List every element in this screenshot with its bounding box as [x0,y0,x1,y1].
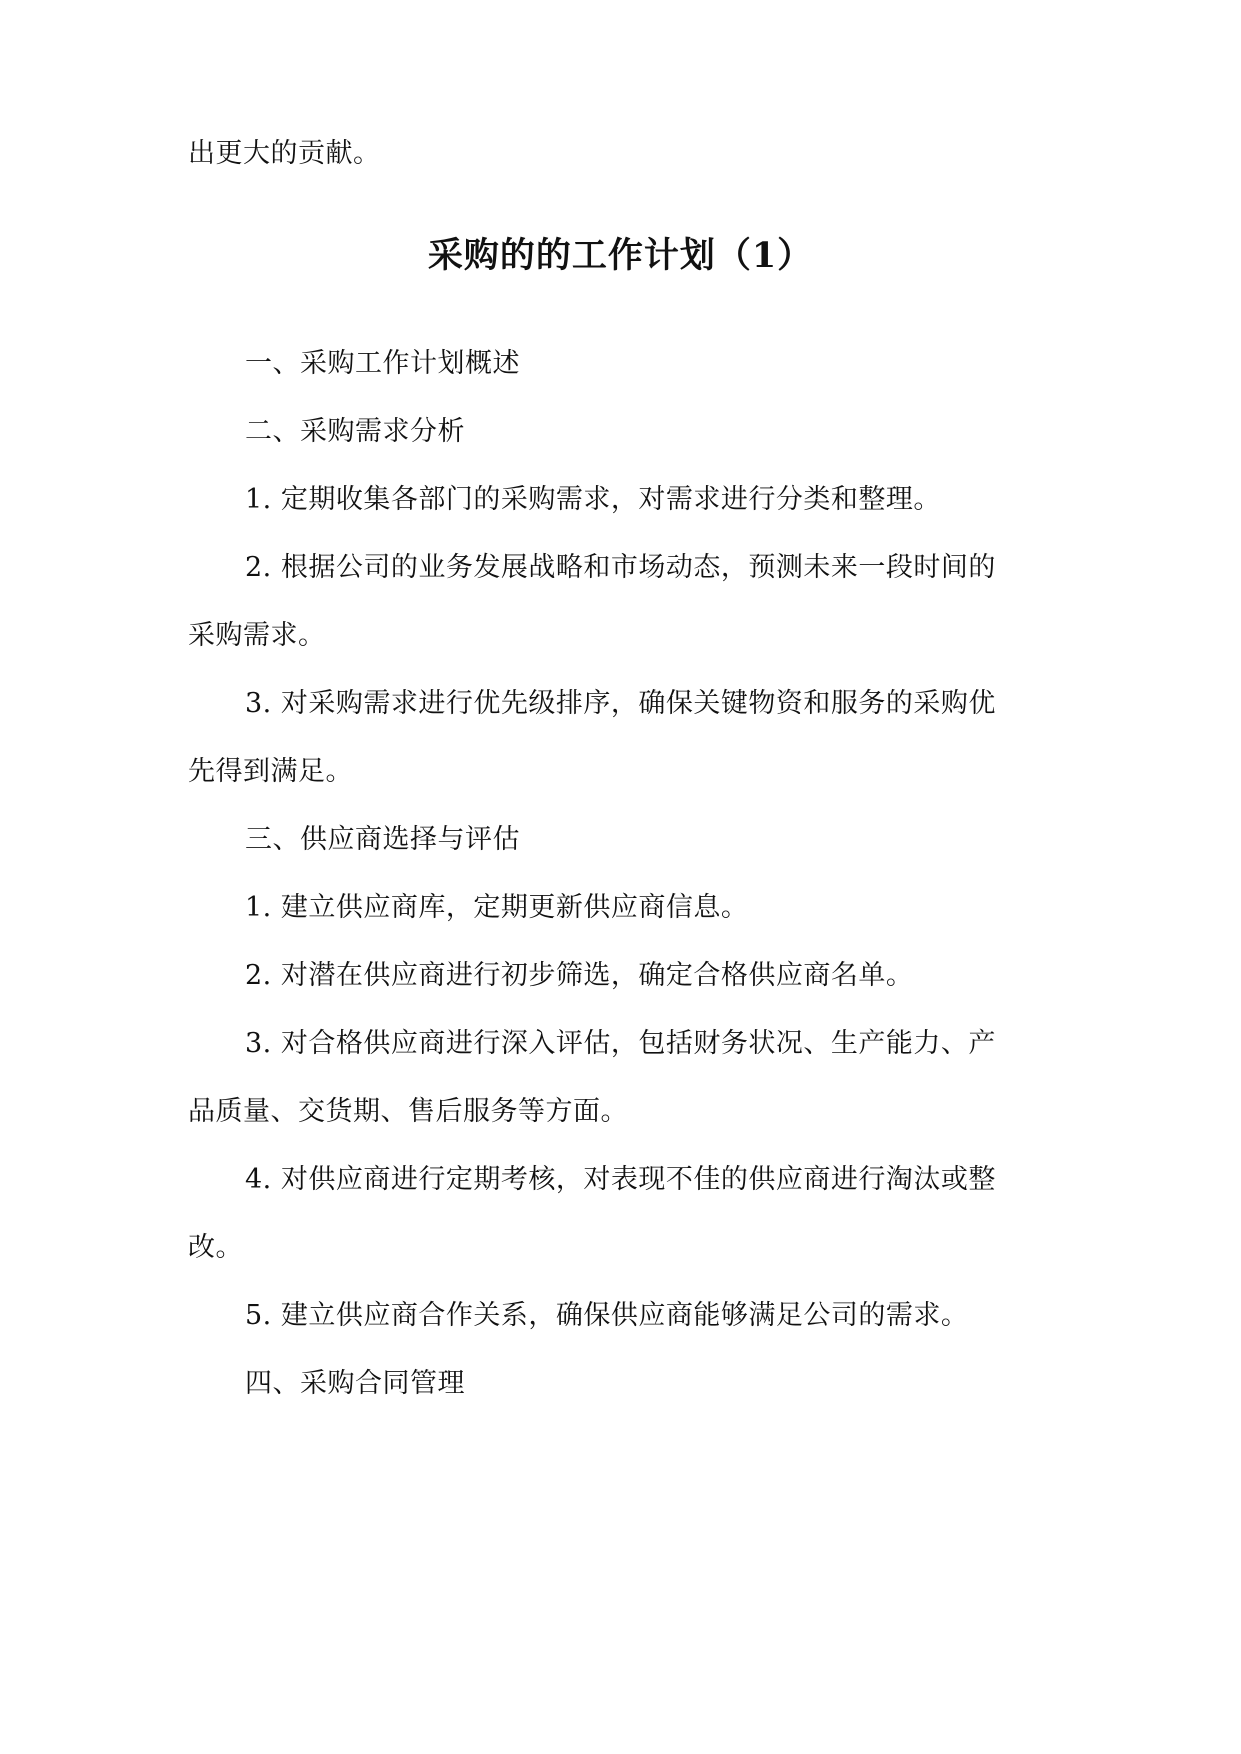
paragraph-supplier-4-cont: 改。 [188,1232,243,1263]
paragraph-supplier-1: 1. 建立供应商库，定期更新供应商信息。 [245,892,749,923]
paragraph-demand-2-cont: 采购需求。 [188,620,326,651]
paragraph-supplier-5: 5. 建立供应商合作关系，确保供应商能够满足公司的需求。 [245,1300,969,1331]
continuation-text: 出更大的贡献。 [188,138,381,169]
paragraph-supplier-3: 3. 对合格供应商进行深入评估，包括财务状况、生产能力、产 [245,1028,996,1059]
section-heading-overview: 一、采购工作计划概述 [245,348,520,379]
paragraph-demand-3: 3. 对采购需求进行优先级排序，确保关键物资和服务的采购优 [245,688,996,719]
page-title: 采购的的工作计划（1） [427,235,814,276]
paragraph-demand-2: 2. 根据公司的业务发展战略和市场动态，预测未来一段时间的 [245,552,996,583]
paragraph-supplier-4: 4. 对供应商进行定期考核，对表现不佳的供应商进行淘汰或整 [245,1164,996,1195]
paragraph-demand-1: 1. 定期收集各部门的采购需求，对需求进行分类和整理。 [245,484,941,515]
section-heading-contract: 四、采购合同管理 [245,1368,465,1399]
section-heading-demand: 二、采购需求分析 [245,416,465,447]
paragraph-supplier-3-cont: 品质量、交货期、售后服务等方面。 [188,1096,628,1127]
paragraph-supplier-2: 2. 对潜在供应商进行初步筛选，确定合格供应商名单。 [245,960,914,991]
paragraph-demand-3-cont: 先得到满足。 [188,756,353,787]
section-heading-supplier: 三、供应商选择与评估 [245,824,520,855]
